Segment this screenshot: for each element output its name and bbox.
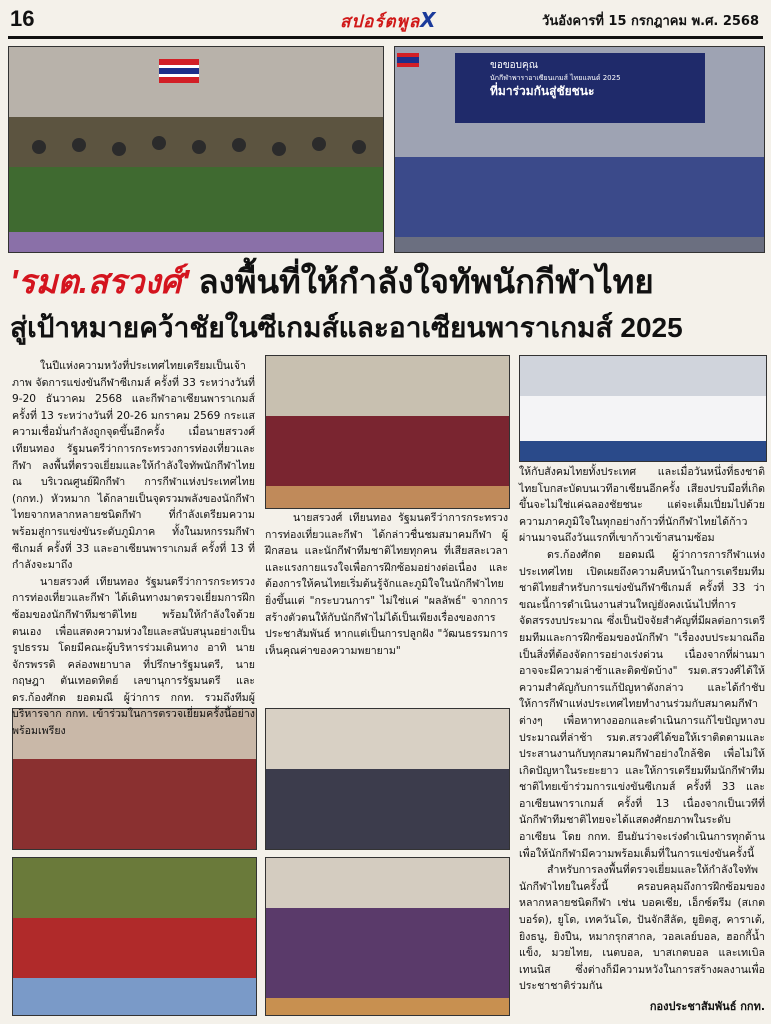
article-column-1 — [12, 358, 255, 738]
photo-netball-team-image — [13, 858, 256, 1015]
article-credit: กองประชาสัมพันธ์ กกท. — [649, 1000, 765, 1013]
masthead-logo — [340, 8, 437, 35]
banner-line2: นักกีฬาพาราอาเซียนเกมส์ ไทยแลนด์ 2025 — [490, 74, 621, 82]
masthead-main: สปอร์ตพูล — [340, 12, 421, 32]
article-col2-para1: นายสรวงศ์ เทียนทอง รัฐมนตรีว่าการกระทรวงการท่องเที่ยวและกีฬา ได้กล่าวชื่นชมสมาคมกีฬา ผู้ฝึกสอน และนักกีฬาทีมชาติไทยทุกคน ที่เสียสละเวลาและแรงกายแรงใจเพื่อการฝึกซ้อมอย่างต่อเนื่อง และต้องการให้คนไทยเริ่มต้นรู้จักและภูมิใจในนักกีฬาไทยยิ่งขึ้นแต่ "กระบวนการ" ไม่ใช่แค่ "ผลลัพธ์" จากการสร้างตัวตนให้กับนักกีฬาไม่ได้เป็นเพียงเรื่องของการประชาสัมพันธ์ หากแต่เป็นการปลูกฝัง "วัฒนธรรมการเห็นคุณค่าของความพยายาม" — [265, 512, 508, 657]
article-col1-para1: ในปีแห่งความหวังที่ประเทศไทยเตรียมเป็นเจ้าภาพ จัดการแข่งขันกีฬาซีเกมส์ ครั้งที่ 33 ระหว่างวันที่ 9-20 ธันวาคม 2568 และกีฬาอาเซียนพาราเกมส์ ครั้งที่ 13 ระหว่างวันที่ 20-26 มกราคม 2569 กระแสความเชื่อมั่นกำลังถูกจุดขึ้นอีกครั้ง เมื่อนายสรวงศ์ เทียนทอง รัฐมนตรีว่าการกระทรวงการท่องเที่ยวและกีฬา ลงพื้นที่ตรวจเยี่ยมและให้กำลังใจทัพนักกีฬาไทย ณ บริเวณศูนย์ฝึกกีฬา การกีฬาแห่งประเทศไทย (กกท.) หัวหมาก ได้กลายเป็นจุดรวมพลังของนักกีฬาไทยจากหลากหลายชนิดกีฬา ที่กำลังเตรียมความพร้อมสู่การแข่งขันระดับภูมิภาค ทั้งในมหกรรมกีฬาซีเกมส์ ครั้งที่ 33 และอาเซียนพาราเกมส์ ครั้งที่ 13 ที่กำลังจะมาถึง — [12, 360, 255, 572]
banner-line3: ที่มาร่วมกันสู่ชัยชนะ — [490, 84, 595, 98]
header-rule — [8, 36, 763, 39]
photo-judo-team — [519, 355, 767, 462]
photo-boccia-team — [394, 46, 765, 253]
photo-basketball-team-image — [266, 709, 509, 849]
article-col3-para1: ให้กับสังคมไทยทั้งประเทศ และเมื่อวันหนึ่งที่ธงชาติไทยโบกสะบัดบนเวทีอาเซียนอีกครั้ง เสียงปรบมือที่เกิดขึ้นจะไม่ใช่แค่ฉลองชัยชนะ แต่จะเต็มเปี่ยมไปด้วยความภาคภูมิใจในทุกอย่างก้าวที่นักกีฬาไทยได้ก้าวผ่านมาจนถึงวันแรกที่เขาก้าวเข้าสนามซ้อม — [519, 466, 765, 545]
masthead-x: X — [420, 8, 437, 32]
photo-netball-team — [12, 857, 257, 1016]
headline-highlight: 'รมต.สรวงศ์' — [10, 263, 190, 300]
photo-table-tennis-team — [265, 857, 510, 1016]
article-column-2 — [265, 510, 508, 702]
headline-line1 — [10, 262, 765, 302]
photo-basketball-team — [265, 708, 510, 850]
photo-volleyball-team — [265, 355, 510, 509]
photo-team-group-green-image — [9, 47, 383, 252]
photo-table-tennis-team-image — [266, 858, 509, 1015]
photo-volleyball-team-image — [266, 356, 509, 508]
article-col3-para3: สำหรับการลงพื้นที่ตรวจเยี่ยมและให้กำลังใจทัพนักกีฬาไทยในครั้งนี้ ครอบคลุมถึงการฝึกซ้อมของหลากหลายชนิดกีฬา เช่น บอคเซีย, เอ็กซ์ตรีม (สเกตบอร์ด), ยูโด, เทควันโด, ปันจักสีลัต, ยูยิตสู, คาราเต้, ยิงธนู, ยิงปืน, หมากรุกสากล, วอลเลย์บอล, ฮอกกี้น้ำแข็ง, มวยไทย, เนตบอล, บาสเกตบอล และเทเบิลเทนนิส ซึ่งต่างก็มีความหวังในการสร้างผลงานเพื่อประชาชาติร่วมกัน — [519, 864, 765, 993]
page-number: 16 — [10, 6, 35, 31]
article-col1-para2: นายสรวงศ์ เทียนทอง รัฐมนตรีว่าการกระทรวงการท่องเที่ยวและกีฬา ได้เดินทางมาตรวจเยี่ยมการฝึกซ้อมของนักกีฬาทีมชาติไทย พร้อมให้กำลังใจด้วยตนเอง เพื่อแสดงความห่วงใยและสนับสนุนอย่างเป็นรูปธรรม โดยมีคณะผู้บริหารร่วมเดินทาง อาทิ นายจักรพรรดิ คล่องพยาบาล ที่ปรึกษารัฐมนตรี, นายกฤษฎา ตันเทอดทิตย์ เลขานุการรัฐมนตรี และ ดร.ก้องศักด ยอดมณี ผู้ว่าการ กกท. รวมถึงทีมผู้บริหารจาก กกท. เข้าร่วมในการตรวจเยี่ยมครั้งนี้อย่างพร้อมเพรียง — [12, 575, 255, 738]
headline-rest: ลงพื้นที่ให้กำลังใจทัพนักกีฬาไทย — [198, 263, 654, 300]
banner-line1: ขอขอบคุณ — [490, 60, 538, 71]
article-col3-para2: ดร.ก้องศักด ยอดมณี ผู้ว่าการการกีฬาแห่งประเทศไทย เปิดเผยถึงความคืบหน้าในการเตรียมทีมชาติไทยสำหรับการแข่งขันกีฬาซีเกมส์ ครั้งที่ 33 ว่า ขณะนี้การดำเนินงานส่วนใหญ่ยังคงเน้นไปที่การจัดสรรงบประมาณ ซึ่งเป็นปัจจัยสำคัญที่มีผลต่อการเตรียมทีมและการฝึกซ้อมของนักกีฬา "เรื่องงบประมาณถือเป็นสิ่งที่ต้องจัดการอย่างเร่งด่วน เนื่องจากที่ผ่านมาอาจจะมีความล่าช้าและติดขัดบ้าง" รมต.สรวงศ์ได้ให้ความสำคัญกับการแก้ปัญหาดังกล่าว และได้กำชับให้การกีฬาแห่งประเทศไทยทำงานร่วมกับสมาคมกีฬาต่างๆ เพื่อหาทางออกและดำเนินการแก้ไขปัญหางบประมาณที่ล่าช้า รมต.สรวงศ์ได้ขอให้เราติดตามและประสานงานกับทุกสมาคมกีฬาอย่างใกล้ชิด เพื่อไม่ให้เกิดปัญหาในระยะยาว และให้การเตรียมทีมนักกีฬาทีมชาติไทยเข้าร่วมการแข่งขันซีเกมส์ ครั้งที่ 33 และอาเซียนพาราเกมส์ ครั้งที่ 13 เนื่องจากเป็นเวทีที่นักกีฬาทีมชาติไทยจะได้แสดงศักยภาพในระดับอาเซียน โดย กกท. ยืนยันว่าจะเร่งดำเนินการทุกด้านเพื่อให้นักกีฬามีความพร้อมเต็มที่ในการแข่งขันครั้งนี้ — [519, 548, 765, 860]
photo-team-group-green — [8, 46, 384, 253]
article-column-3 — [519, 464, 765, 1020]
headline-line2: สู่เป้าหมายคว้าชัยในซีเกมส์และอาเซียนพาราเกมส์ 2025 — [10, 312, 683, 343]
photo-judo-team-image — [520, 356, 766, 461]
issue-date: วันอังคารที่ 15 กรกฎาคม พ.ศ. 2568 — [542, 14, 759, 29]
